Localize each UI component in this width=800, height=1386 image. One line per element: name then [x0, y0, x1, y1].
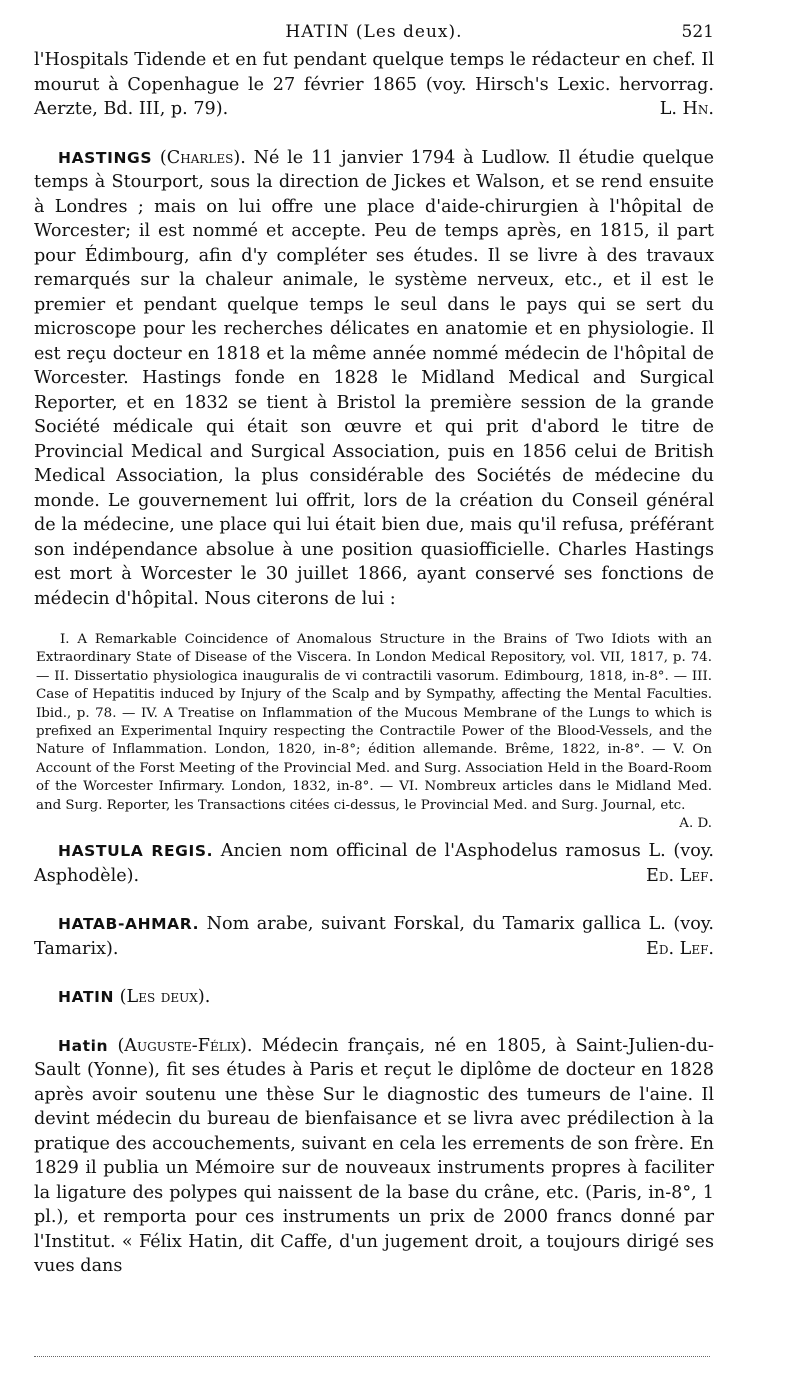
- hatab-signature: Ed. Lef.: [645, 938, 714, 959]
- entry-hatin-heading: [34, 985, 714, 1010]
- intro-text: l'Hospitals Tidende et en fut pendant quelque temps le rédacteur en chef. Il mourut à Copenhague le 27 février 1865 (voy. Hirsch's Lexic. hervorrag. Aerzte, Bd. III, p. 79).: [34, 50, 714, 119]
- entry-hatin-felix: [34, 1034, 714, 1279]
- hastula-text: Ancien nom officinal de l'Asphodelus ramosus L. (voy. Asphodèle).: [34, 841, 714, 886]
- headword-hatin: HATIN: [58, 988, 115, 1007]
- hastings-text: Né le 11 janvier 1794 à Ludlow. Il étudie quelque temps à Stourport, sous la direction de Jickes et Walson, et se rend ensuite à Londres ; mais on lui offre une place d'aide-chirurgien à l'hôpital de Worcester; il est nommé et accepte. Peu de temps après, en 1815, il part pour Édimbourg, afin d'y compléter ses études. Il se livre à des travaux remarqués sur la chaleur animale, le système nerveux, etc., et il est le premier et pendant quelque temps le seul dans le pays qui se sert du microscope pour les recherches délicates en anatomie et en physiologie. Il est reçu docteur en 1818 et la même année nommé médecin de l'hôpital de Worcester. Hastings fonde en 1828 le Midland Medical and Surgical Reporter, et en 1832 se tient à Bristol la première session de la grande Société médicale qui était son œuvre et qui prit d'abord le titre de Provincial Medical and Surgical Association, puis en 1856 celui de British Medical Association, la plus considérable des Sociétés de médecine du monde. Le gouvernement lui offrit, lors de la création du Conseil général de la médecine, une place qui lui était bien due, mais qu'il refusa, préférant son indépendance absolue à une position quasiofficielle. Charles Hastings est mort à Worcester le 30 juillet 1866, ayant conservé ses fonctions de médecin d'hôpital. Nous citerons de lui :: [34, 147, 714, 609]
- hastula-signature: Ed. Lef.: [645, 865, 714, 886]
- hastings-forename: (Charles).: [159, 147, 246, 168]
- page: [34, 22, 714, 1279]
- intro-paragraph: [34, 48, 714, 122]
- hastings-signature: A. D.: [679, 816, 712, 832]
- entry-hatab-ahmar: [34, 912, 714, 961]
- hastings-bibliography: [36, 631, 712, 832]
- entry-hastula-regis: [34, 839, 714, 888]
- running-header: [34, 22, 714, 48]
- hatin-felix-text: Médecin français, né en 1805, à Saint-Julien-du-Sault (Yonne), fit ses études à Paris et reçut le diplôme de docteur en 1828 après avoir soutenu une thèse Sur le diagnostic des tumeurs de l'aine. Il devint médecin du bureau de bienfaisance et se livra avec prédilection à la pratique des accouchements, suivant en cela les errements de son frère. En 1829 il publia un Mémoire sur de nouveaux instruments propres à faciliter la ligature des polypes qui naissent de la base du crâne, etc. (Paris, in-8°, 1 pl.), et remporta pour ces instruments un prix de 2000 francs donné par l'Institut. « Félix Hatin, dit Caffe, d'un jugement droit, a toujours dirigé ses vues dans: [34, 1035, 715, 1277]
- headword-hatin-felix: Hatin: [58, 1036, 109, 1055]
- bibliography-text: I. A Remarkable Coincidence of Anomalous Structure in the Brains of Two Idiots with an Extraordinary State of Disease of the Viscera. In London Medical Repository, vol. VII, 1817, p. 74. — II. Dissertatio physiologica inauguralis de vi contractili vasorum. Edimbourg, 1818, in-8°. — III. Case of Hepatitis induced by Injury of the Scalp and by Sympathy, affecting the Mental Faculties. Ibid., p. 78. — IV. A Treatise on Inflammation of the Mucous Membrane of the Lungs to which is prefixed an Experimental Inquiry respecting the Contractile Power of the Blood-Vessels, and the Nature of Inflammation. London, 1820, in-8°; édition allemande. Brême, 1822, in-8°. — V. On Account of the Forst Meeting of the Provincial Med. and Surg. Association Held in the Board-Room of the Worcester Infirmary. London, 1832, in-8°. — VI. Nombreux articles dans le Midland Med. and Surg. Reporter, les Transactions citées ci-dessus, le Provincial Med. and Surg. Journal, etc.: [36, 632, 712, 813]
- running-title: HATIN (Les deux).: [285, 22, 463, 42]
- hatin-felix-forename: (Auguste-Félix).: [117, 1035, 253, 1056]
- headword-hatab-ahmar: HATAB-AHMAR.: [58, 915, 200, 934]
- headword-hastings: HASTINGS: [58, 148, 153, 167]
- intro-signature: L. Hn.: [659, 99, 714, 119]
- headword-hastula-regis: HASTULA REGIS.: [58, 842, 214, 861]
- hatab-text: Nom arabe, suivant Forskal, du Tamarix gallica L. (voy. Tamarix).: [34, 914, 714, 959]
- entry-hastings: [34, 146, 714, 612]
- hatin-qualifier: (Les deux).: [119, 987, 211, 1008]
- bottom-divider: [34, 1356, 710, 1357]
- page-number: 521: [681, 22, 714, 42]
